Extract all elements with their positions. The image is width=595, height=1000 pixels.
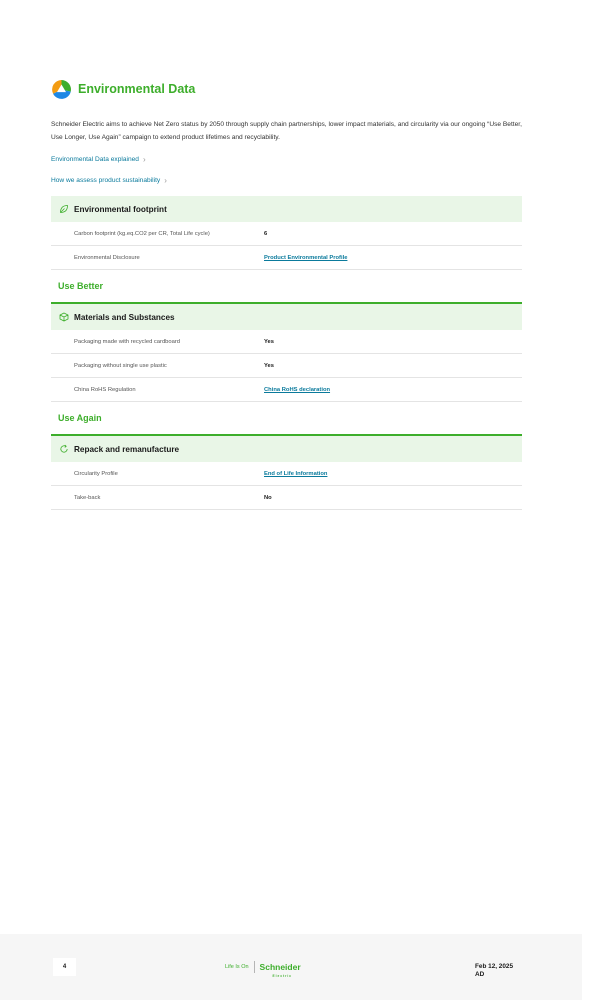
row-label: Take-back	[74, 494, 101, 501]
brand-name	[259, 962, 301, 978]
table-row	[51, 222, 522, 246]
brand-logo	[225, 959, 301, 978]
chevron-right-icon: ›	[164, 175, 167, 185]
end-of-life-information-link[interactable]: End of Life Information	[264, 470, 328, 477]
brand-word: Schneider	[259, 962, 301, 972]
row-label: Circularity Profile	[74, 470, 118, 477]
row-value: No	[264, 494, 272, 501]
table-row	[51, 246, 522, 270]
page-title: Environmental Data	[78, 82, 196, 96]
materials-section-header	[51, 302, 522, 330]
brand-sub: Electric	[272, 974, 293, 978]
section-title: Environmental footprint	[74, 204, 167, 214]
table-row	[51, 486, 522, 510]
page-number: 4	[53, 958, 76, 976]
leaf-icon	[59, 204, 69, 214]
table-row	[51, 462, 522, 486]
repack-section-header	[51, 434, 522, 462]
environmental-logo-icon	[51, 79, 72, 100]
row-label: Packaging made with recycled cardboard	[74, 338, 181, 345]
row-label: Environmental Disclosure	[74, 254, 140, 261]
recycle-icon	[59, 444, 69, 454]
product-environmental-profile-link[interactable]: Product Environmental Profile	[264, 254, 348, 261]
row-label: Carbon footprint (kg.eq.CO2 per CR, Total Life cycle)	[74, 230, 210, 237]
title-row	[51, 78, 522, 100]
page-footer	[0, 934, 582, 1000]
link-label: Environmental Data explained	[51, 155, 139, 163]
table-row	[51, 354, 522, 378]
section-title: Repack and remanufacture	[74, 444, 180, 454]
cube-icon	[59, 312, 69, 322]
row-value: Yes	[264, 362, 274, 369]
row-label: Packaging without single use plastic	[74, 362, 167, 369]
use-again-heading: Use Again	[58, 413, 102, 423]
environmental-data-explained-link[interactable]	[51, 153, 522, 165]
assess-sustainability-link[interactable]	[51, 174, 522, 186]
china-rohs-declaration-link[interactable]: China RoHS declaration	[264, 386, 331, 393]
date-line: Feb 12, 2025	[475, 963, 514, 970]
environmental-data-section	[51, 78, 522, 510]
tagline: Life Is On	[225, 961, 255, 973]
footer-date	[475, 963, 513, 979]
use-better-heading: Use Better	[58, 281, 104, 291]
date-era: AD	[475, 971, 485, 978]
table-row	[51, 330, 522, 354]
section-title: Materials and Substances	[74, 312, 175, 322]
row-label: China RoHS Regulation	[74, 386, 136, 393]
row-value: Yes	[264, 338, 274, 345]
intro-text: Schneider Electric aims to achieve Net Zero status by 2050 through supply chain partnerships, lower impact materials, and circularity via our ongoing “Use Better, Use Longer, Use Again” campaign to extend product lifetimes and recyclability.	[51, 121, 522, 141]
table-row	[51, 378, 522, 402]
link-label: How we assess product sustainability	[51, 176, 161, 184]
row-value: 6	[264, 230, 268, 237]
chevron-right-icon: ›	[142, 154, 146, 164]
footprint-section-header	[51, 196, 522, 222]
